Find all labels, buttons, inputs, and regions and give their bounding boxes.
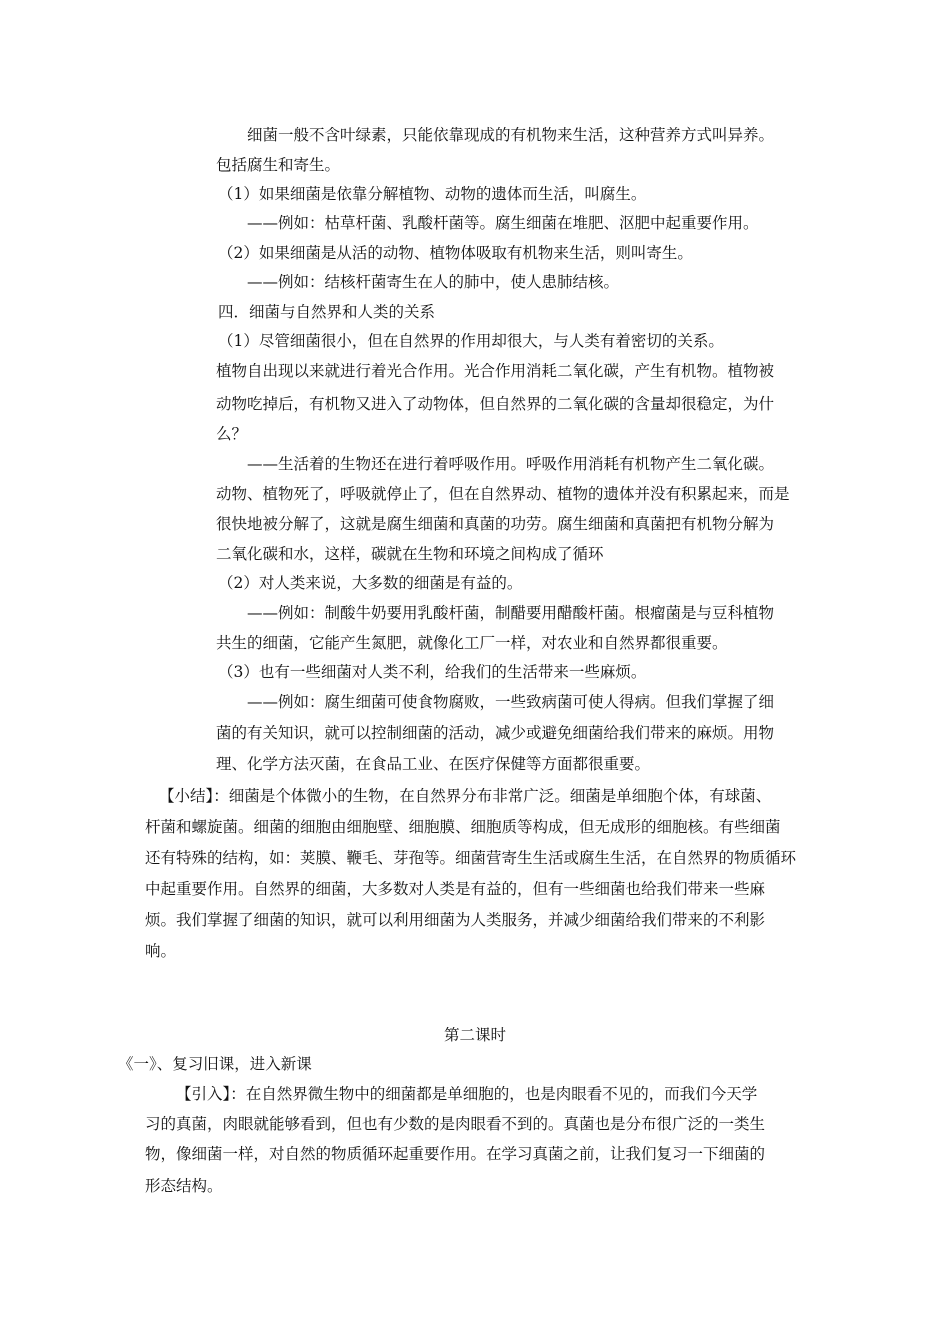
example-line: ——例如：枯草杆菌、乳酸杆菌等。腐生细菌在堆肥、沤肥中起重要作用。 <box>247 214 759 232</box>
paragraph-line: 包括腐生和寄生。 <box>216 156 341 174</box>
paragraph-line: 很快地被分解了，这就是腐生细菌和真菌的功劳。腐生细菌和真菌把有机物分解为 <box>216 515 775 533</box>
summary-line: 烦。我们掌握了细菌的知识，就可以利用细菌为人类服务，并减少细菌给我们带来的不利影 <box>145 911 766 929</box>
section-heading: 四．细菌与自然界和人类的关系 <box>218 303 436 321</box>
list-item-heading: （2）如果细菌是从活的动物、植物体吸取有机物来生活，则叫寄生。 <box>218 244 693 262</box>
example-line: ——例如：结核杆菌寄生在人的肺中，使人患肺结核。 <box>247 273 620 291</box>
lesson-title: 第二课时 <box>443 1026 506 1044</box>
paragraph-line: 动物吃掉后，有机物又进入了动物体，但自然界的二氧化碳的含量却很稳定，为什 <box>216 395 775 413</box>
summary-line: 还有特殊的结构，如：荚膜、鞭毛、芽孢等。细菌营寄生生活或腐生生活，在自然界的物质循环 <box>145 849 797 867</box>
list-item-heading: （1）如果细菌是依靠分解植物、动物的遗体而生活，叫腐生。 <box>218 185 647 203</box>
intro-line: 物，像细菌一样，对自然的物质循环起重要作用。在学习真菌之前，让我们复习一下细菌的 <box>145 1145 766 1163</box>
paragraph-line: 菌的有关知识，就可以控制细菌的活动，减少或避免细菌给我们带来的麻烦。用物 <box>216 724 775 742</box>
summary-line: 响。 <box>145 942 177 960</box>
section-heading: 《一》、复习旧课，进入新课 <box>118 1055 312 1073</box>
paragraph-line: 理、化学方法灭菌，在食品工业、在医疗保健等方面都很重要。 <box>216 755 651 773</box>
summary-line: 中起重要作用。自然界的细菌，大多数对人类是有益的，但有一些细菌也给我们带来一些麻 <box>145 880 766 898</box>
paragraph-line: 动物、植物死了，呼吸就停止了，但在自然界动、植物的遗体并没有积累起来，而是 <box>216 485 790 503</box>
paragraph-line: 共生的细菌，它能产生氮肥，就像化工厂一样，对农业和自然界都很重要。 <box>216 634 728 652</box>
intro-line: 习的真菌，肉眼就能够看到，但也有少数的是肉眼看不到的。真菌也是分布很广泛的一类生 <box>145 1115 766 1133</box>
summary-line: 杆菌和螺旋菌。细菌的细胞由细胞壁、细胞膜、细胞质等构成，但无成形的细胞核。有些细菌 <box>145 818 781 836</box>
paragraph-line: 细菌一般不含叶绿素，只能依靠现成的有机物来生活，这种营养方式叫异养。 <box>247 126 775 144</box>
intro-line: 【引入】：在自然界微生物中的细菌都是单细胞的，也是肉眼看不见的，而我们今天学 <box>176 1085 758 1103</box>
intro-line: 形态结构。 <box>145 1177 223 1195</box>
example-line: ——生活着的生物还在进行着呼吸作用。呼吸作用消耗有机物产生二氧化碳。 <box>247 455 775 473</box>
example-line: ——例如：腐生细菌可使食物腐败，一些致病菌可使人得病。但我们掌握了细 <box>247 693 775 711</box>
paragraph-line: 么？ <box>216 425 248 443</box>
summary-line: 【小结】：细菌是个体微小的生物，在自然界分布非常广泛。细菌是单细胞个体，有球菌、 <box>159 787 772 805</box>
paragraph-line: 植物自出现以来就进行着光合作用。光合作用消耗二氧化碳，产生有机物。植物被 <box>216 362 775 380</box>
list-item-heading: （2）对人类来说，大多数的细菌是有益的。 <box>218 574 523 592</box>
list-item-heading: （1）尽管细菌很小，但在自然界的作用却很大，与人类有着密切的关系。 <box>218 332 724 350</box>
list-item-heading: （3）也有一些细菌对人类不利，给我们的生活带来一些麻烦。 <box>218 663 647 681</box>
paragraph-line: 二氧化碳和水，这样，碳就在生物和环境之间构成了循环 <box>216 545 604 563</box>
example-line: ——例如：制酸牛奶要用乳酸杆菌，制醋要用醋酸杆菌。根瘤菌是与豆科植物 <box>247 604 775 622</box>
